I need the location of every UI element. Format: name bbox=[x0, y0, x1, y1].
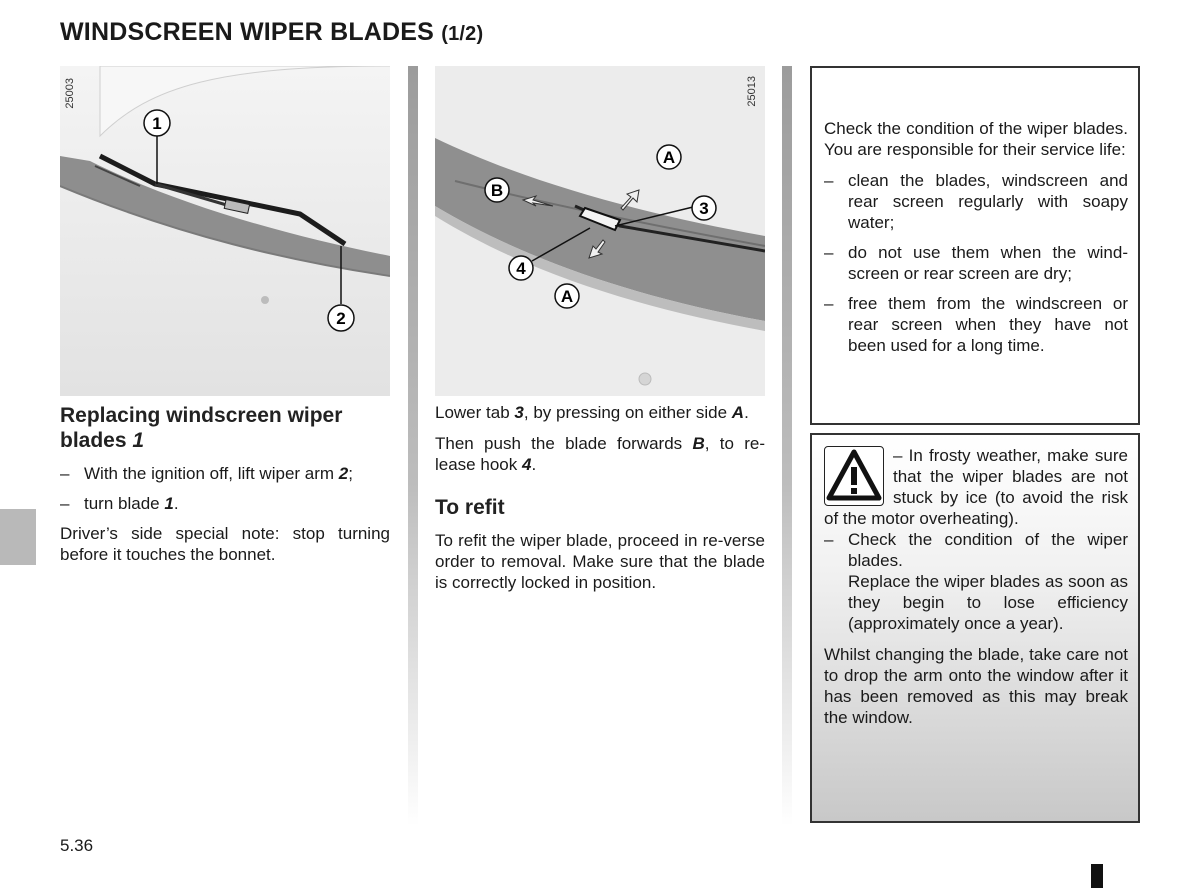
warning-box bbox=[810, 433, 1140, 823]
column-separator-right bbox=[782, 66, 792, 826]
callout-3: 3 bbox=[699, 199, 709, 218]
paragraph-ref: 3 bbox=[514, 403, 524, 422]
paragraph-ref: B bbox=[692, 434, 705, 453]
wiper-arm-figure bbox=[60, 66, 390, 396]
warning-content bbox=[824, 445, 1128, 728]
list-item: – Check the condition of the wiper blades. Replace the wiper blades as soon as they begin to lose efficiency (approximately once a year). bbox=[824, 530, 1128, 633]
push-blade-paragraph: Then push the blade forwards B, to re-lease hook 4. bbox=[435, 434, 765, 474]
callout-2: 2 bbox=[336, 309, 346, 328]
step-ref: 1 bbox=[164, 494, 174, 513]
step-ref: 2 bbox=[338, 464, 349, 483]
driver-side-note: Driver’s side special note: stop turning before it touches the bonnet. bbox=[60, 524, 390, 564]
corner-mark bbox=[1091, 864, 1103, 888]
page-title bbox=[60, 18, 483, 47]
chapter-tab bbox=[0, 509, 36, 565]
replacing-heading-ref: 1 bbox=[132, 429, 145, 452]
callout-4: 4 bbox=[516, 259, 526, 278]
wiper-arm-illustration bbox=[60, 66, 390, 396]
list-item: – do not use them when the wind-screen or rear screen are dry; bbox=[824, 243, 1128, 283]
list-item: – free them from the windscreen or rear screen when they have not been used for a long time. bbox=[824, 294, 1128, 355]
paragraph-ref: 4 bbox=[521, 455, 532, 474]
warning-text: Replace the wiper blades as soon as they begin to lose efficiency (approximately once a year). bbox=[848, 572, 1128, 633]
figure-number: 25003 bbox=[64, 78, 76, 109]
wiper-blade-release-figure bbox=[435, 66, 765, 396]
step-text: turn blade bbox=[84, 494, 160, 513]
list-item: – clean the blades, windscreen and rear screen regularly with soapy water; bbox=[824, 171, 1128, 232]
paragraph-text: Lower tab bbox=[435, 403, 510, 422]
info-item-text: free them from the windscreen or rear screen when they have not been used for a long time. bbox=[848, 294, 1128, 355]
info-item-text: clean the blades, windscreen and rear screen regularly with soapy water; bbox=[848, 171, 1128, 232]
paragraph-ref: A bbox=[731, 403, 745, 422]
info-intro: Check the condition of the wiper blades. You are responsible for their service life: bbox=[824, 119, 1128, 159]
callout-a-top: A bbox=[662, 148, 676, 167]
warning-closing: Whilst changing the blade, take care not to drop the arm onto the window after it has been removed as this may break the window. bbox=[824, 645, 1128, 727]
info-box bbox=[810, 66, 1140, 425]
column-separator-left bbox=[408, 66, 418, 826]
title-text: WINDSCREEN WIPER BLADES bbox=[60, 18, 435, 46]
info-content bbox=[824, 118, 1128, 365]
list-item: – With the ignition off, lift wiper arm 2; bbox=[60, 464, 353, 483]
paragraph-text: , to re-lease hook bbox=[435, 434, 765, 474]
warning-text: Check the condition of the wiper blades. bbox=[848, 530, 1128, 570]
figure-number: 25013 bbox=[746, 76, 758, 107]
refit-heading: To refit bbox=[435, 496, 505, 519]
callout-b: B bbox=[490, 181, 504, 200]
warning-text: In frosty weather, make sure that the wiper blades are not stuck by ice (to avoid the risk of the motor overheating). bbox=[824, 446, 1128, 528]
paragraph-text: , by pressing on either side bbox=[523, 403, 728, 422]
warning-item-frost: – In frosty weather, make sure that the wiper blades are not stuck by ice (to avoid the risk of the motor overheating). bbox=[824, 446, 1128, 528]
blade-release-illustration bbox=[435, 66, 765, 396]
callout-a-bottom: A bbox=[560, 287, 574, 306]
middle-text-column bbox=[435, 402, 765, 603]
title-part: (1/2) bbox=[441, 23, 484, 45]
lower-tab-paragraph: Lower tab 3, by pressing on either side A. bbox=[435, 403, 749, 422]
paragraph-text: Then push the blade forwards bbox=[435, 434, 683, 453]
callout-1: 1 bbox=[152, 114, 162, 133]
step-text: With the ignition off, lift wiper arm bbox=[84, 464, 335, 483]
info-item-text: do not use them when the wind-screen or rear screen are dry; bbox=[848, 243, 1128, 283]
replacing-heading bbox=[60, 403, 390, 453]
left-text-column bbox=[60, 403, 390, 575]
refit-paragraph: To refit the wiper blade, proceed in re-verse order to removal. Make sure that the blade is correctly locked in position. bbox=[435, 531, 765, 592]
list-item: – turn blade 1. bbox=[60, 494, 179, 513]
page-number: 5.36 bbox=[60, 836, 94, 855]
replacing-heading-text: Replacing windscreen wiper blades bbox=[60, 404, 343, 452]
